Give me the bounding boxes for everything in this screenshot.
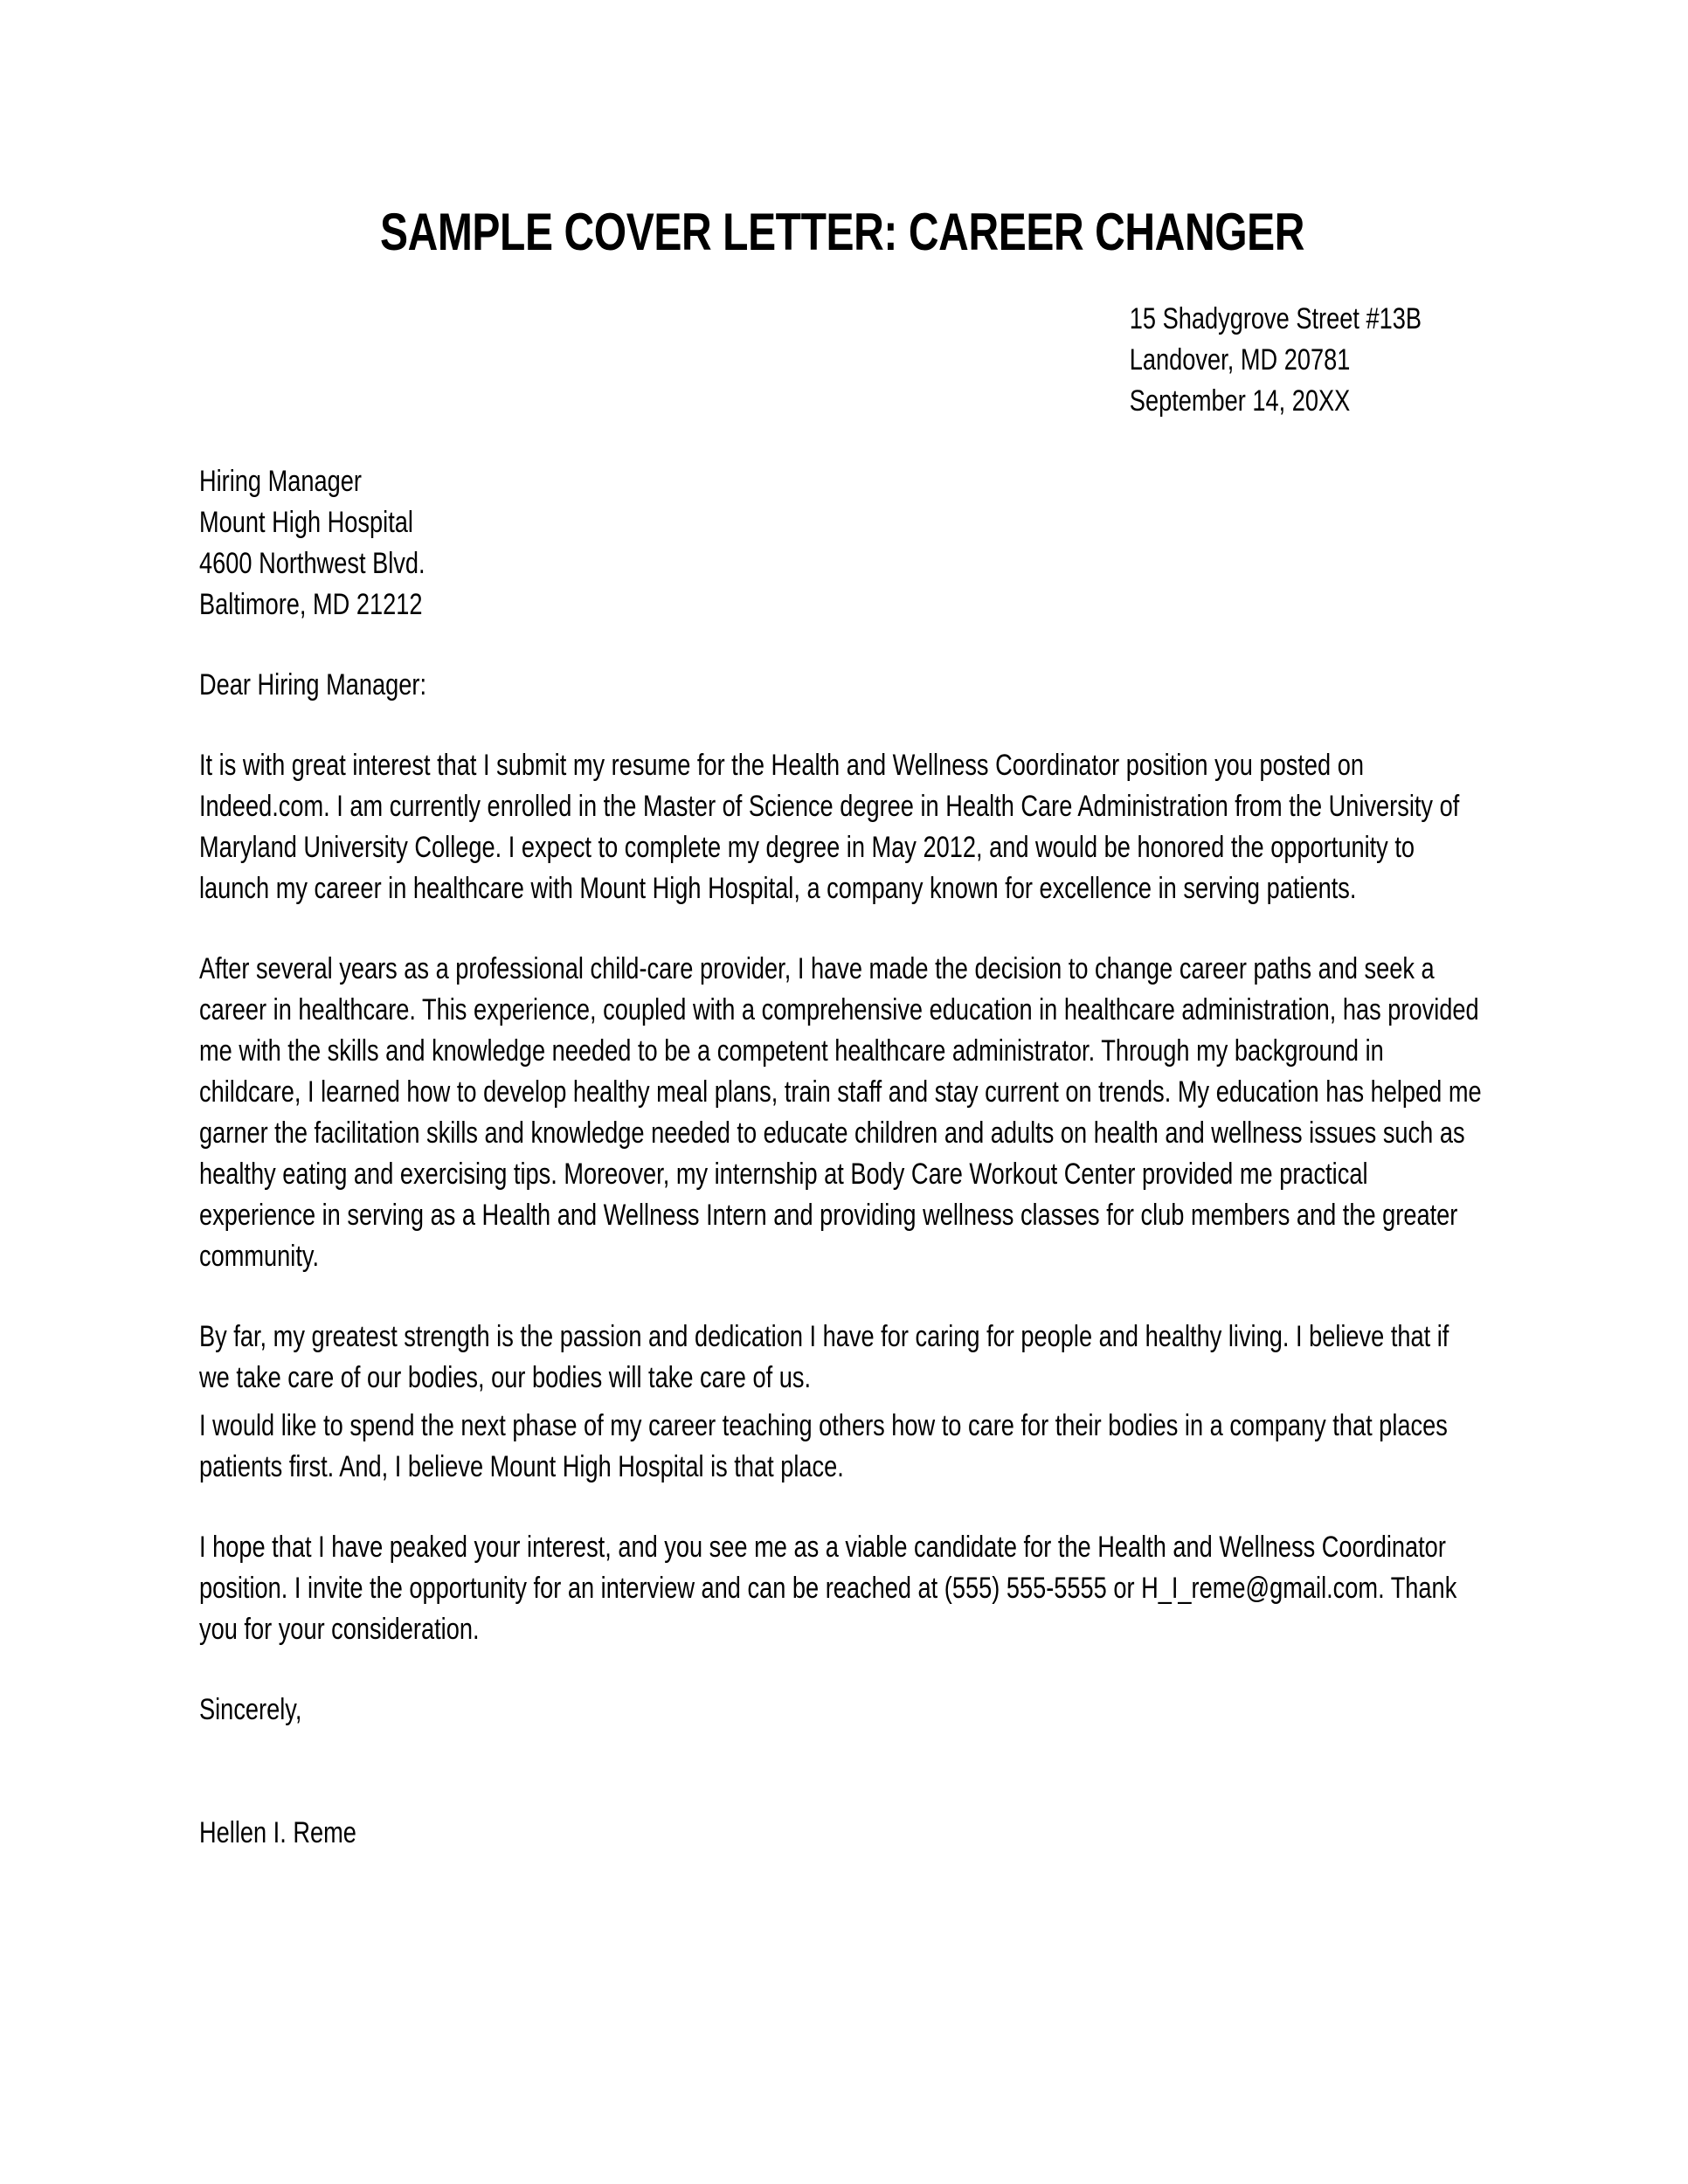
body-paragraph-5: I hope that I have peaked your interest, and you see me as a viable candidate for the Health and Wellness Coordinator position. I invite the opportunity for an interview and can be reached at (555) 555-5555 or H_I_reme@gmail.com. Thank you for your consideration. (199, 1531, 1457, 1646)
signature-name: Hellen I. Reme (199, 1816, 356, 1849)
recipient-company-line: Mount High Hospital (199, 506, 413, 539)
body-paragraph-3: By far, my greatest strength is the passion and dedication I have for caring for people and healthy living. I believe that if we take care of our bodies, our bodies will take care of us. (199, 1320, 1449, 1394)
sender-address-block (1130, 299, 1485, 422)
body-paragraph-2: After several years as a professional child-care provider, I have made the decision to change career paths and seek a career in healthcare. This experience, coupled with a comprehensive education in healthcare administration, has provided me with the skills and knowledge needed to be a competent healthcare administrator. Through my background in childcare, I learned how to develop healthy meal plans, train staff and stay current on trends. My education has helped me garner the facilitation skills and knowledge needed to educate children and adults on health and wellness issues such as healthy eating and exercising tips. Moreover, my internship at Body Care Workout Center provided me practical experience in serving as a Health and Wellness Intern and providing wellness classes for club members and the greater community. (199, 952, 1482, 1273)
recipient-city-line: Baltimore, MD 21212 (199, 588, 423, 621)
salutation: Dear Hiring Manager: (199, 668, 427, 702)
sender-city-line: Landover, MD 20781 (1129, 343, 1351, 377)
letter-content (199, 205, 1485, 1854)
closing: Sincerely, (199, 1693, 302, 1726)
body-paragraph-4: I would like to spend the next phase of my career teaching others how to care for their bodies in a company that places patients first. And, I believe Mount High Hospital is that place. (199, 1409, 1448, 1483)
body-paragraph-1: It is with great interest that I submit my resume for the Health and Wellness Coordinator position you posted on Indeed.com. I am currently enrolled in the Master of Science degree in Health Care Administration from the University of Maryland University College. I expect to complete my degree in May 2012, and would be honored the opportunity to launch my career in healthcare with Mount High Hospital, a company known for excellence in serving patients. (199, 749, 1460, 905)
recipient-name-line: Hiring Manager (199, 465, 362, 498)
recipient-address-block (199, 461, 1485, 625)
page-title: SAMPLE COVER LETTER: CAREER CHANGER (379, 203, 1305, 261)
recipient-street-line: 4600 Northwest Blvd. (199, 547, 425, 580)
letter-date: September 14, 20XX (1129, 384, 1351, 418)
sender-street-line: 15 Shadygrove Street #13B (1129, 302, 1422, 335)
